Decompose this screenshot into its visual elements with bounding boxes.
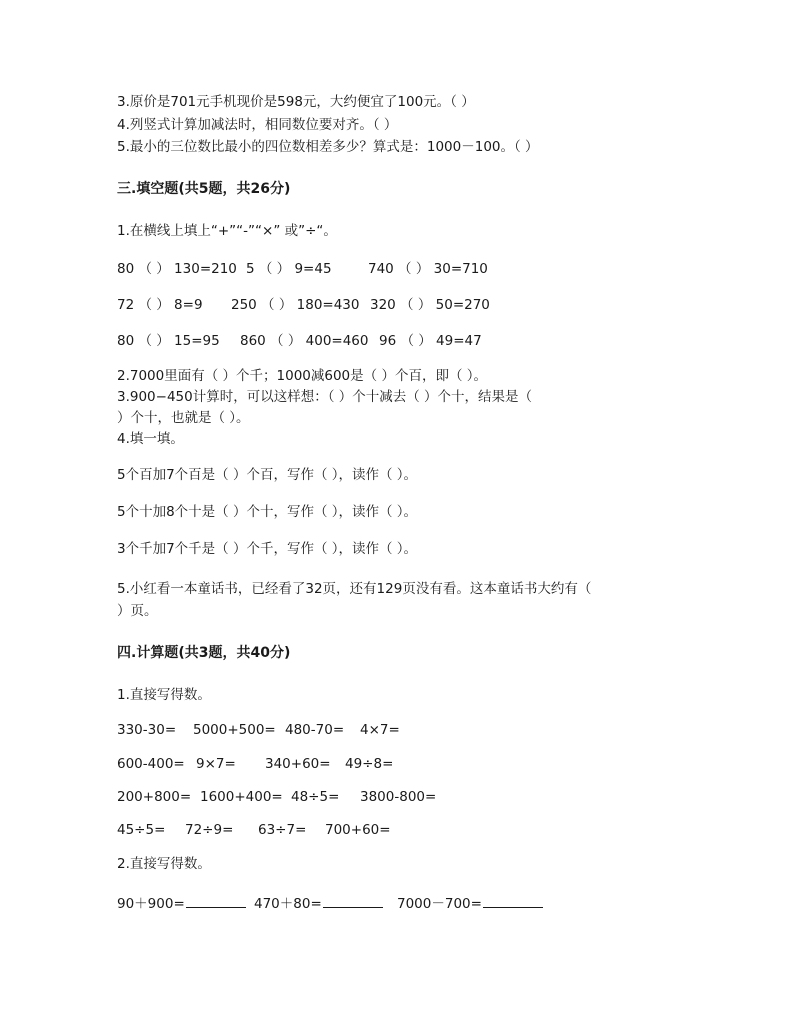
judge-question-4: 4.列竖式计算加减法时，相同数位要对齐。（ ） bbox=[117, 117, 398, 133]
operator-item: 860 （ ） 400=460 bbox=[240, 333, 369, 349]
section4-heading: 四.计算题(共3题，共40分) bbox=[117, 645, 291, 661]
answer-expression: 7000－700= bbox=[397, 896, 482, 912]
calc-item: 340+60= bbox=[265, 756, 331, 772]
judge-question-3: 3.原价是701元手机现价是598元，大约便宜了100元。（ ） bbox=[117, 94, 475, 110]
calc-item: 1600+400= bbox=[200, 789, 283, 805]
fill-row: 5个百加7个百是（ ）个百，写作（ ），读作（ ）。 bbox=[117, 467, 418, 483]
answer-item bbox=[117, 893, 246, 913]
calc-item: 45÷5= bbox=[117, 822, 166, 838]
answer-expression: 470＋80= bbox=[254, 896, 322, 912]
calc-item: 3800-800= bbox=[360, 789, 437, 805]
calc-item: 72÷9= bbox=[185, 822, 234, 838]
fill-question-5-line2: ）页。 bbox=[117, 603, 158, 619]
calc-question-1: 1.直接写得数。 bbox=[117, 687, 211, 703]
calc-item: 600-400= bbox=[117, 756, 185, 772]
section3-heading: 三.填空题(共5题，共26分) bbox=[117, 181, 291, 197]
answer-blank[interactable] bbox=[323, 893, 383, 908]
operator-item: 250 （ ） 180=430 bbox=[231, 297, 360, 313]
calc-item: 700+60= bbox=[325, 822, 391, 838]
answer-blank[interactable] bbox=[186, 893, 246, 908]
calc-item: 63÷7= bbox=[258, 822, 307, 838]
calc-item: 480-70= bbox=[285, 722, 345, 738]
answer-item bbox=[397, 893, 543, 913]
fill-question-5-line1: 5.小红看一本童话书，已经看了32页，还有129页没有看。这本童话书大约有（ bbox=[117, 581, 592, 597]
calc-question-2: 2.直接写得数。 bbox=[117, 856, 211, 872]
operator-item: 80 （ ） 15=95 bbox=[117, 333, 220, 349]
fill-question-1: 1.在横线上填上“+”“-”“×” 或”÷“。 bbox=[117, 223, 337, 239]
operator-item: 740 （ ） 30=710 bbox=[368, 261, 488, 277]
judge-question-5: 5.最小的三位数比最小的四位数相差多少？算式是：1000－100。（ ） bbox=[117, 139, 539, 155]
fill-question-4: 4.填一填。 bbox=[117, 431, 184, 447]
fill-question-2: 2.7000里面有（ ）个千；1000减600是（ ）个百，即（ ）。 bbox=[117, 368, 487, 384]
answer-item bbox=[254, 893, 383, 913]
calc-item: 4×7= bbox=[360, 722, 400, 738]
fill-row: 3个千加7个千是（ ）个千，写作（ ），读作（ ）。 bbox=[117, 541, 418, 557]
calc-item: 9×7= bbox=[196, 756, 236, 772]
operator-item: 80 （ ） 130=210 bbox=[117, 261, 237, 277]
operator-item: 96 （ ） 49=47 bbox=[379, 333, 482, 349]
fill-question-3-line2: ）个十，也就是（ ）。 bbox=[117, 410, 250, 426]
answer-expression: 90＋900= bbox=[117, 896, 185, 912]
operator-item: 72 （ ） 8=9 bbox=[117, 297, 203, 313]
fill-row: 5个十加8个十是（ ）个十，写作（ ），读作（ ）。 bbox=[117, 504, 418, 520]
calc-item: 48÷5= bbox=[291, 789, 340, 805]
calc-item: 49÷8= bbox=[345, 756, 394, 772]
fill-question-3-line1: 3.900−450计算时，可以这样想：（ ）个十减去（ ）个十，结果是（ bbox=[117, 389, 533, 405]
calc-item: 200+800= bbox=[117, 789, 192, 805]
calc-item: 5000+500= bbox=[193, 722, 276, 738]
answer-blank[interactable] bbox=[483, 893, 543, 908]
operator-item: 5 （ ） 9=45 bbox=[246, 261, 332, 277]
operator-item: 320 （ ） 50=270 bbox=[370, 297, 490, 313]
calc-item: 330-30= bbox=[117, 722, 177, 738]
